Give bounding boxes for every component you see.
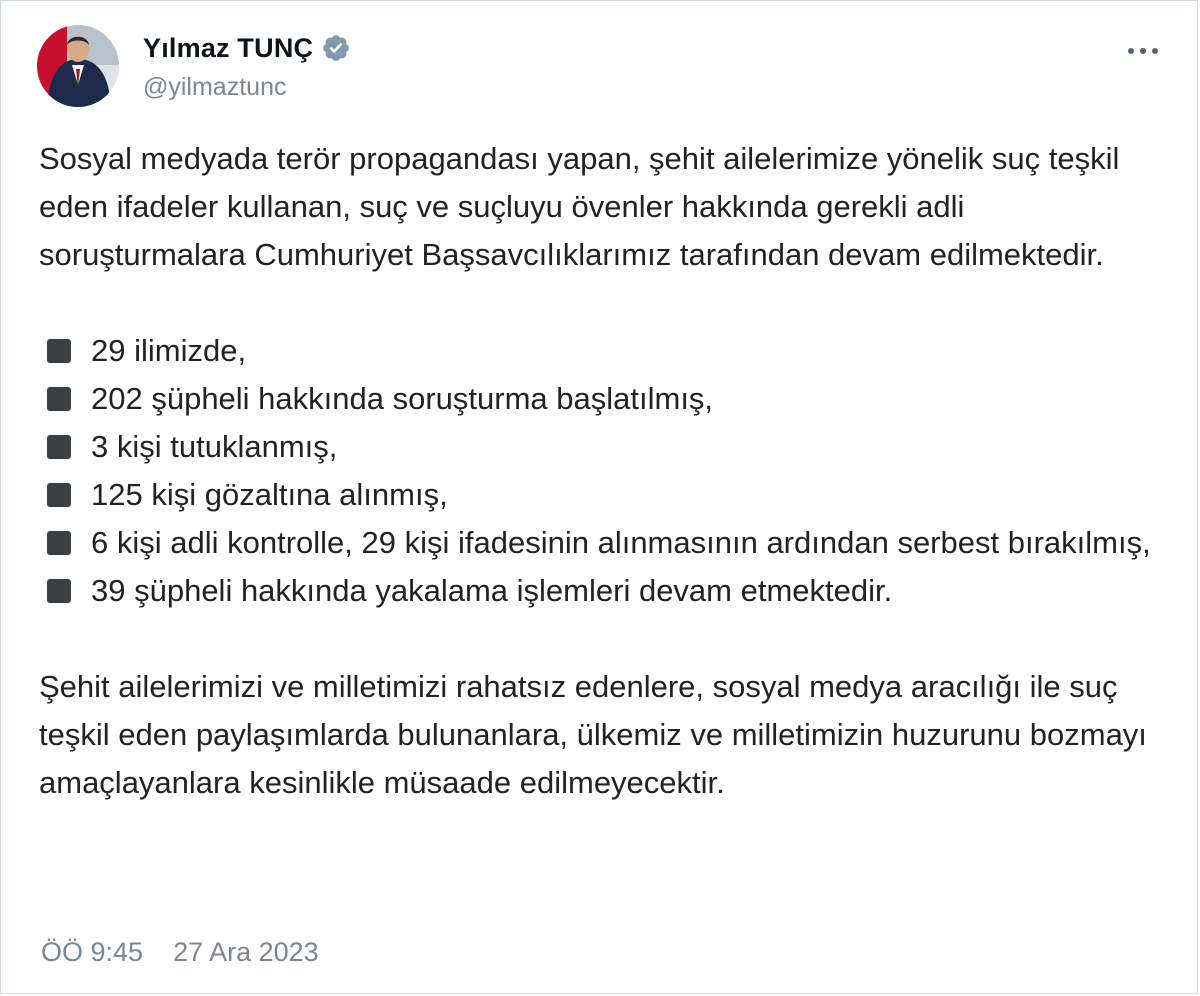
list-item-text: 39 şüpheli hakkında yakalama işlemleri devam etmektedir. (91, 573, 893, 608)
black-square-icon (47, 579, 71, 603)
list-item-text: 29 ilimizde, (91, 333, 247, 368)
black-square-icon (47, 531, 71, 555)
tweet-header (37, 23, 1177, 113)
list-item (39, 327, 1179, 375)
black-square-icon (47, 435, 71, 459)
tweet-outro: Şehit ailelerimizi ve milletimizi rahatsız edenlere, sosyal medya aracılığı ile suç teşkil eden paylaşımlarda bulunanlara, ülkemiz ve milletimizin huzurunu bozmayı amaçlayanlara kesinlikle müsaade edilmeyecektir. (39, 669, 1156, 800)
list-item (39, 423, 1179, 471)
handle[interactable]: @yilmaztunc (143, 73, 287, 101)
more-options-icon[interactable] (1123, 39, 1163, 63)
tweet-intro: Sosyal medyada terör propagandası yapan, şehit ailelerimize yönelik suç teşkil eden ifadeler kullanan, suç ve suçluyu övenler hakkında gerekli adli soruşturmalara Cumhuriyet Başsavcılıklarımız tarafından devam edilmektedir. (39, 141, 1129, 272)
tweet-text (39, 135, 1179, 807)
paragraph-gap (39, 279, 1179, 327)
list-item (39, 567, 1179, 615)
list-item-text: 6 kişi adli kontrolle, 29 kişi ifadesinin alınmasının ardından serbest bırakılmış, (91, 525, 1151, 560)
list-item-text: 202 şüpheli hakkında soruşturma başlatılmış, (91, 381, 714, 416)
avatar[interactable] (37, 25, 119, 107)
black-square-icon (47, 387, 71, 411)
list-item (39, 471, 1179, 519)
black-square-icon (47, 339, 71, 363)
tweet-time[interactable]: ÖÖ 9:45 (41, 937, 144, 967)
black-square-icon (47, 483, 71, 507)
list-item-text: 125 kişi gözaltına alınmış, (91, 477, 448, 512)
list-item (39, 375, 1179, 423)
list-item-text: 3 kişi tutuklanmış, (91, 429, 338, 464)
paragraph-gap (39, 615, 1179, 663)
author-names (143, 29, 351, 102)
display-name-row (143, 29, 351, 67)
tweet-date[interactable]: 27 Ara 2023 (173, 937, 319, 967)
display-name[interactable]: Yılmaz TUNÇ (143, 32, 314, 63)
profile-photo-icon (37, 25, 119, 107)
tweet-meta (41, 937, 319, 968)
list-item (39, 519, 1179, 567)
verified-badge-icon[interactable] (321, 33, 351, 63)
